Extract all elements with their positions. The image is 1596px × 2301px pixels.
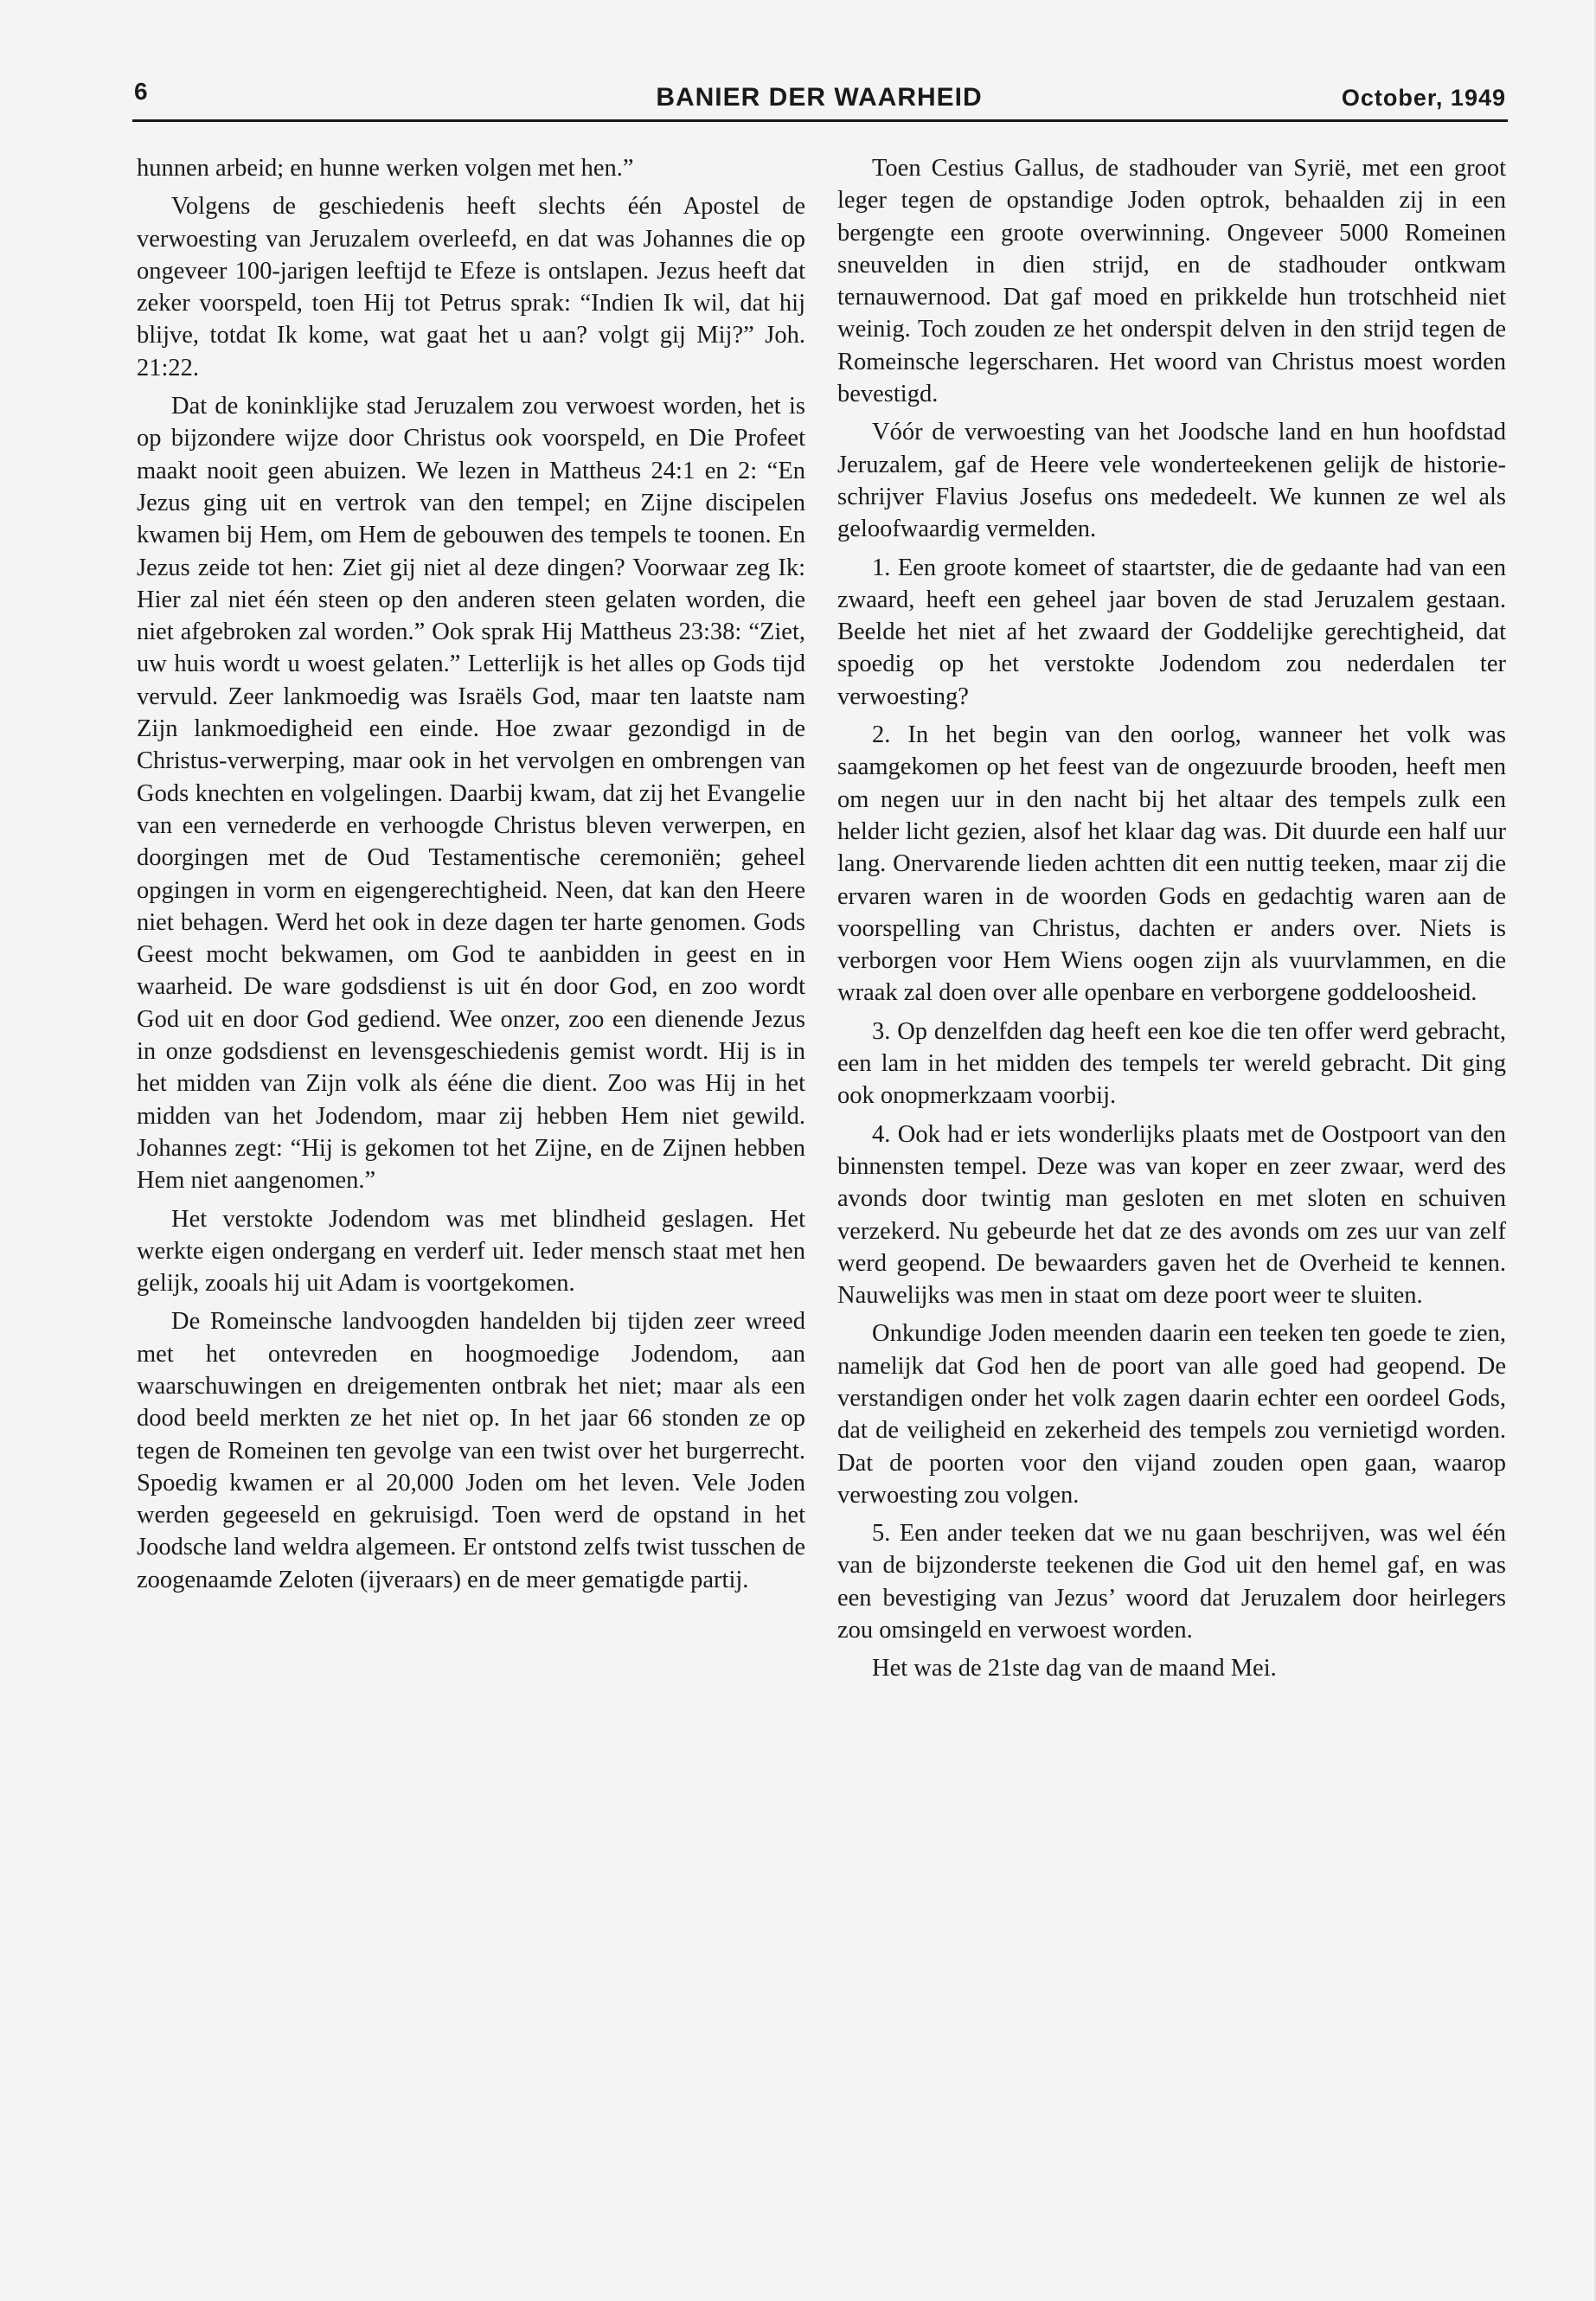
paragraph: 5. Een ander teeken dat we nu gaan beschrijven, was wel één van de bijzonderste teekenen die God uit den hemel gaf, en was een bevestiging van Jezus’ woord dat Jeruzalem door heirlegers zou omsingeld en verwoest worden.: [837, 1520, 1506, 1644]
paragraph: Vóór de verwoesting van het Joodsche land en hun hoofdstad Jeruzalem, gaf de Heere vele wonderteekenen gelijk de historie-schrijver Flavius Josefus ons mededeelt. We kunnen ze wel als geloofwaardig vermelden.: [837, 419, 1506, 543]
paragraph: 1. Een groote komeet of staartster, die de gedaante had van een zwaard, heeft een geheel jaar boven de stad Jeruzalem gestaan. Beelde het niet af het zwaard der Goddelijke gerechtigheid, dat spoedig op het verstokte Jodendom zou nederdalen ter verwoesting?: [837, 554, 1506, 710]
paragraph: 3. Op denzelfden dag heeft een koe die ten offer werd gebracht, een lam in het midden des tempels ter wereld gebracht. Dit ging ook onopmerkzaam voorbij.: [837, 1017, 1506, 1110]
page-header: [132, 76, 1506, 119]
left-column: [137, 152, 805, 1602]
publication-title: BANIER DER WAARHEID: [656, 83, 983, 112]
paragraph: Het was de 21ste dag van de maand Mei.: [872, 1655, 1277, 1682]
paragraph: Onkundige Joden meenden daarin een teeken ten goede te zien, namelijk dat God hen de poort van alle goed had geopend. De verstandigen onder het volk zagen daarin echter een oordeel Gods, dat de veiligheid en zekerheid des tempels zou vernietigd worden. Dat de poorten voor den vijand zouden open gaan, waarop verwoesting zou volgen.: [837, 1320, 1506, 1509]
paragraph: Toen Cestius Gallus, de stadhouder van Syrië, met een groot leger tegen de opstandige Joden optrok, behaalden zij in een bergengte een groote overwinning. Ongeveer 5000 Romeinen sneuvelden in dien strijd, en de stadhouder ontkwam ternauwernood. Dat gaf moed en prikkelde hun trotschheid niet weinig. Toch zouden ze het onderspit delven in den strijd tegen de Romeinsche legerscharen. Het woord van Christus moest worden bevestigd.: [837, 155, 1506, 408]
paragraph: Het verstokte Jodendom was met blindheid geslagen. Het werkte eigen ondergang en verderf uit. Ieder mensch staat met hen gelijk, zooals hij uit Adam is voortgekomen.: [137, 1205, 805, 1298]
paragraph: 2. In het begin van den oorlog, wanneer het volk was saamgekomen op het feest van de ongezuurde brooden, heeft men om negen uur in den nacht bij het altaar des tempels zulk een helder licht gezien, alsof het klaar dag was. Dit duurde een half uur lang. Onervarende lieden achtten dit een nuttig teeken, maar zij die ervaren waren in de woorden Gods en gedachtig waren aan de voorspelling van Christus, dachten er anders over. Niets is verborgen voor Hem Wiens oogen zijn als vuurvlammen, en die wraak zal doen over alle openbare en verborgene goddeloosheid.: [837, 721, 1506, 1007]
paragraph: De Romeinsche landvoogden handelden bij tijden zeer wreed met het ontevreden en hoogmoedige Jodendom, aan waarschuwingen en dreigementen ontbrak het niet; maar als een dood beeld merkten ze het niet op. In het jaar 66 stonden ze op tegen de Romeinen ten gevolge van een twist over het burgerrecht. Spoedig kwamen er al 20,000 Joden om het leven. Vele Joden werden gegeeseld en gekruisigd. Toen werd de opstand in het Joodsche land weldra algemeen. Er ontstond zelfs twist tusschen de zoogenaamde Zeloten (ijveraars) en de meer gematigde partij.: [137, 1308, 805, 1593]
paragraph: hunnen arbeid; en hunne werken volgen met hen.”: [137, 155, 634, 182]
page-number: 6: [134, 78, 148, 105]
right-column: [837, 152, 1506, 1691]
header-rule: [132, 119, 1508, 122]
issue-date: October, 1949: [1341, 85, 1506, 111]
paragraph: Dat de koninklijke stad Jeruzalem zou verwoest worden, het is op bijzondere wijze door Christus ook voorspeld, en Die Profeet maakt nooit geen abuizen. We lezen in Mattheus 24:1 en 2: “En Jezus ging uit en vertrok van den tempel; en Zijne discipelen kwamen bij Hem, om Hem de gebouwen des tempels te toonen. En Jezus zeide tot hen: Ziet gij niet al deze dingen? Voorwaar zeg Ik: Hier zal niet één steen op den anderen steen gelaten worden, die niet afgebroken zal worden.” Ook sprak Hij Mattheus 23:38: “Ziet, uw huis wordt u woest gelaten.” Letterlijk is het alles op Gods tijd vervuld. Zeer lankmoedig was Israëls God, maar ten laatste nam Zijn lankmoedigheid een einde. Hoe zwaar gezondigd in de Christus-verwerping, maar ook in het vervolgen en ombrengen van Gods knechten en volgelingen. Daarbij kwam, dat zij het Evangelie van een vernederde en verhoogde Christus bleven verwerpen, en doorgingen met de Oud Testamentische ceremoniën; geheel opgingen in vorm en eigengerechtigheid. Neen, dat kan den Heere niet behagen. Werd het ook in deze dagen ter harte genomen. Gods Geest mocht bekwamen, om God te aanbidden in geest en in waarheid. De ware godsdienst is uit én door God, en zoo wordt God uit en door God gediend. Wee onzer, zoo een dienende Jezus in onze godsdienst en levensgeschiedenis gemist wordt. Hij is in het midden van Zijn volk als ééne die dient. Zoo was Hij in het midden van het Jodendom, maar zij hebben Hem niet gewild. Johannes zegt: “Hij is gekomen tot het Zijne, en de Zijnen hebben Hem niet aangenomen.”: [137, 393, 805, 1195]
paragraph: 4. Ook had er iets wonderlijks plaats met de Oostpoort van den binnensten tempel. Deze was van koper en zeer zwaar, werd des avonds door twintig man gesloten en met sloten en schuiven verzekerd. Nu gebeurde het dat ze des avonds om zes uur van zelf werd geopend. De bewaarders gaven het de Overheid te kennen. Nauwelijks was men in staat om deze poort weer te sluiten.: [837, 1120, 1506, 1310]
paragraph: Volgens de geschiedenis heeft slechts één Apostel de verwoesting van Jeruzalem overleefd, en dat was Johannes die op ongeveer 100-jarigen leeftijd te Efeze is ontslapen. Jezus heeft dat zeker voorspeld, toen Hij tot Petrus sprak: “Indien Ik wil, dat hij blijve, totdat Ik kome, wat gaat het u aan? volgt gij Mij?” Joh. 21:22.: [137, 193, 805, 381]
